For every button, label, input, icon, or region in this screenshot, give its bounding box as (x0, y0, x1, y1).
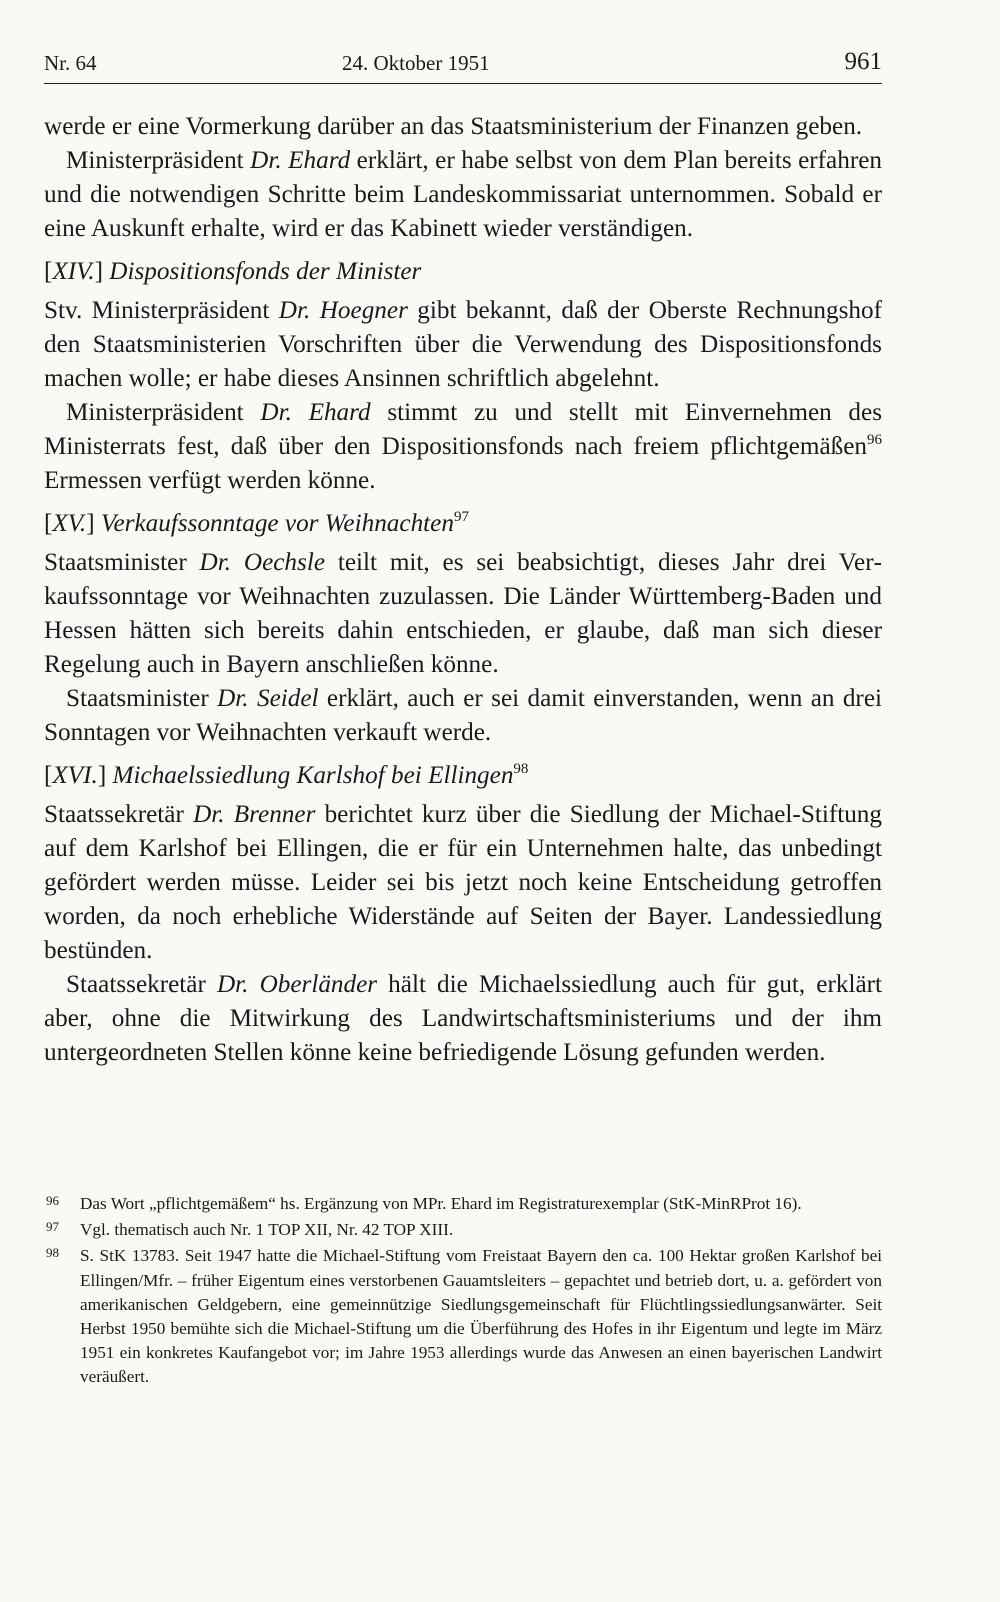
paragraph: werde er eine Vormerkung darüber an das Staatsministerium der Finanzen geben. (44, 113, 863, 140)
issue-number: Nr. 64 (44, 51, 97, 75)
section-heading-xiv: [XIV.] Dispositionsfonds der Minister (44, 258, 422, 285)
running-header (44, 46, 882, 86)
speaker-name: Seidel (256, 685, 319, 712)
footnote-mark: 97 (46, 1219, 59, 1235)
paragraph: Ministerpräsident Dr. Ehard stimmt zu und stellt mit Einvernehmen des Ministerrats fest, daß über den Dispositionsfonds nach freiem pflichtgemäßen$^{96}$ Ermessen verfügt werden könne. (44, 399, 883, 494)
speaker-name: Ehard (308, 399, 371, 426)
footnote: 98 S. StK 13783. Seit 1947 hatte die Michael-Stiftung vom Freistaat Bayern den ca. 100 Hektar großen Karlshof bei Ellingen/Mfr. – früher Eigentum eines verstorbenen Gauamtsleiters – gepachtet und betrieb dort, u. a. gefördert von amerikanischen Geldgebern, eine gemeinnützige Siedlungsgemeinschaft für Flüchtlingssiedlungsanwärter. Seit Herbst 1950 bemühte sich die Michael-Stiftung um die Überführung des Hofes in ihr Eigentum und legte im März 1951 ein konkretes Kaufangebot vor; im Jahre 1953 allerdings wurde das Anwesen an einen bayerischen Landwirt veräußert. (44, 1244, 882, 1389)
footnote-ref: 97 (453, 509, 469, 525)
speaker-name: Hoegner (319, 297, 408, 324)
footnote: 96 Das Wort „pflichtgemäßem“ hs. Ergänzung von MPr. Ehard im Registraturexemplar (StK-MinRProt 16). (44, 1192, 882, 1216)
speaker-name: Brenner (233, 801, 316, 828)
speaker-name: Ehard (288, 147, 351, 174)
footnotes (44, 1192, 882, 1392)
section-heading-xv: [XV.] Verkaufssonntage vor Weihnachten$^{97}$ (44, 509, 469, 537)
section-heading-xvi: [XVI.] Michaelssiedlung Karlshof bei Ellingen$^{98}$ (44, 761, 529, 789)
footnote-mark: 98 (46, 1245, 59, 1261)
footnote-ref: 98 (513, 761, 529, 777)
paragraph: Staatsminister Dr. Oechsle teilt mit, es sei beabsichtigt, dieses Jahr drei Verkaufssonntage vor Weihnachten zuzulassen. Die Länder Württemberg-Baden und Hessen hätten sich bereits dahin entschieden, er glaube, daß man sich dieser Regelung auch in Bayern anschließen könne. (44, 549, 882, 678)
footnote: 97 Vgl. thematisch auch Nr. 1 TOP XII, Nr. 42 TOP XIII. (44, 1218, 882, 1242)
main-text (44, 110, 882, 1070)
paragraph: Staatsminister Dr. Seidel erklärt, auch er sei damit einverstanden, wenn an drei Sonntagen vor Weihnachten verkauft werde. (44, 685, 882, 746)
page-number: 961 (844, 48, 882, 75)
paragraph: Staatssekretär Dr. Oberländer hält die Michaelssiedlung auch für gut, erklärt aber, ohne die Mitwirkung des Landwirtschaftsministeriums und der ihm untergeordneten Stellen könne keine befriedigende Lösung gefunden werden. (44, 971, 883, 1066)
footnote-ref: 96 (867, 432, 882, 448)
paragraph: Ministerpräsident Dr. Ehard erklärt, er habe selbst von dem Plan bereits erfahren und die notwendigen Schritte beim Landeskommissariat unternommen. Sobald er eine Auskunft erhalte, wird er das Kabinett wieder verständigen. (44, 147, 882, 242)
paragraph: Staatssekretär Dr. Brenner berichtet kurz über die Siedlung der Michael-Stiftung auf dem Karlshof bei Ellingen, die er für ein Unternehmen halte, das unbedingt gefördert werden müsse. Leider sei bis jetzt noch keine Entscheidung getroffen worden, da noch erhebliche Widerstände auf Seiten der Bayer. Landessiedlung bestünden. (44, 801, 882, 964)
session-date: 24. Oktober 1951 (342, 51, 490, 75)
footnote-mark: 96 (46, 1193, 59, 1208)
header-rule (44, 83, 882, 84)
paragraph: Stv. Ministerpräsident Dr. Hoegner gibt bekannt, daß der Oberste Rechnungshof den Staatsministerien Vorschriften über die Verwendung des Dispositionsfonds machen wolle; er habe dieses Ansinnen schriftlich abgelehnt. (44, 297, 883, 392)
speaker-name: Oberländer (259, 971, 378, 998)
speaker-name: Oechsle (243, 549, 325, 576)
